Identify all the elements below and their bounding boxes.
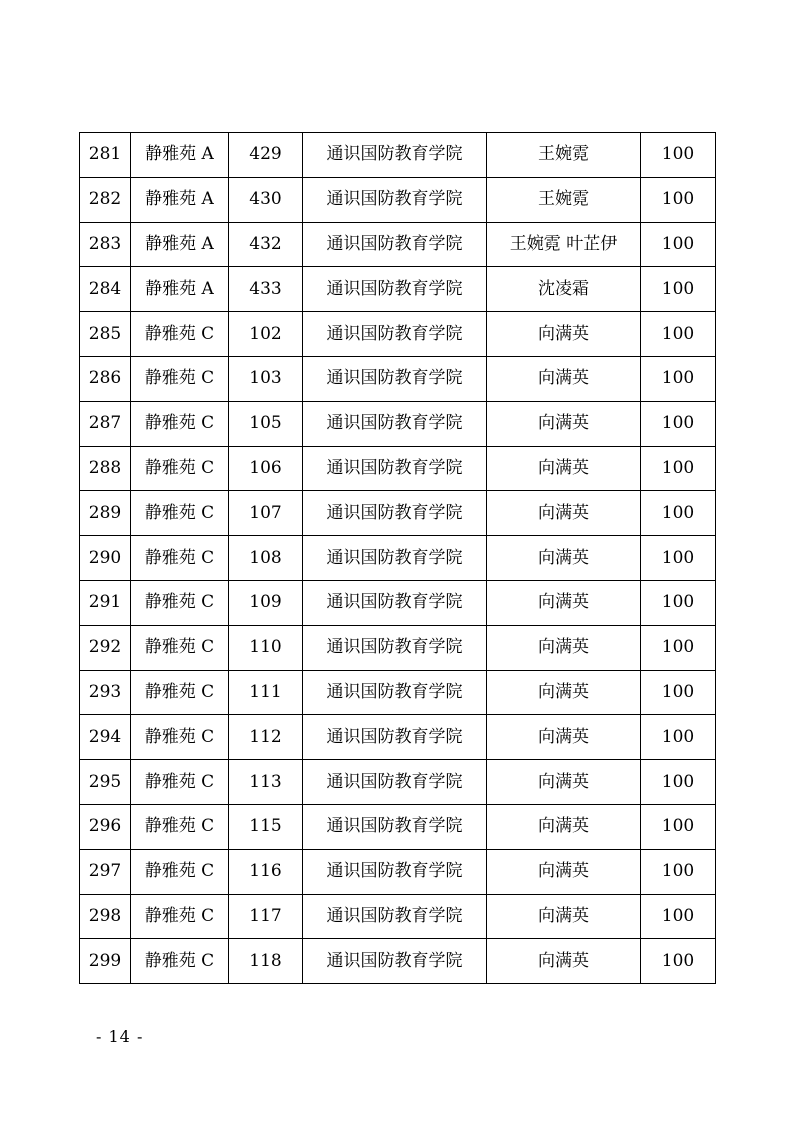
table-row <box>80 894 716 939</box>
room-number-cell: 117 <box>229 894 303 939</box>
college-cell: 通识国防教育学院 <box>303 670 487 715</box>
score-cell: 100 <box>641 491 716 536</box>
row-index-cell: 296 <box>80 804 131 849</box>
dormitory-score-table-container <box>79 132 716 984</box>
college-cell: 通识国防教育学院 <box>303 760 487 805</box>
score-cell: 100 <box>641 939 716 984</box>
responsible-person-cell: 沈凌霜 <box>487 267 641 312</box>
room-number-cell: 113 <box>229 760 303 805</box>
building-cell: 静雅苑 C <box>131 849 229 894</box>
responsible-person-cell: 向满英 <box>487 491 641 536</box>
college-cell: 通识国防教育学院 <box>303 356 487 401</box>
table-row <box>80 312 716 357</box>
table-row <box>80 177 716 222</box>
room-number-cell: 102 <box>229 312 303 357</box>
responsible-person-cell: 向满英 <box>487 894 641 939</box>
table-row <box>80 356 716 401</box>
college-cell: 通识国防教育学院 <box>303 491 487 536</box>
row-index-cell: 299 <box>80 939 131 984</box>
score-cell: 100 <box>641 446 716 491</box>
responsible-person-cell: 向满英 <box>487 580 641 625</box>
table-body <box>80 133 716 984</box>
row-index-cell: 291 <box>80 580 131 625</box>
table-row <box>80 580 716 625</box>
score-cell: 100 <box>641 401 716 446</box>
college-cell: 通识国防教育学院 <box>303 536 487 581</box>
college-cell: 通识国防教育学院 <box>303 133 487 178</box>
row-index-cell: 288 <box>80 446 131 491</box>
score-cell: 100 <box>641 580 716 625</box>
room-number-cell: 433 <box>229 267 303 312</box>
responsible-person-cell: 王婉霓 叶芷伊 <box>487 222 641 267</box>
table-row <box>80 804 716 849</box>
responsible-person-cell: 向满英 <box>487 356 641 401</box>
table-row <box>80 133 716 178</box>
college-cell: 通识国防教育学院 <box>303 804 487 849</box>
row-index-cell: 297 <box>80 849 131 894</box>
room-number-cell: 115 <box>229 804 303 849</box>
responsible-person-cell: 向满英 <box>487 312 641 357</box>
responsible-person-cell: 向满英 <box>487 446 641 491</box>
room-number-cell: 432 <box>229 222 303 267</box>
table-row <box>80 401 716 446</box>
college-cell: 通识国防教育学院 <box>303 446 487 491</box>
row-index-cell: 285 <box>80 312 131 357</box>
row-index-cell: 293 <box>80 670 131 715</box>
responsible-person-cell: 向满英 <box>487 939 641 984</box>
row-index-cell: 287 <box>80 401 131 446</box>
college-cell: 通识国防教育学院 <box>303 312 487 357</box>
room-number-cell: 116 <box>229 849 303 894</box>
responsible-person-cell: 王婉霓 <box>487 133 641 178</box>
building-cell: 静雅苑 A <box>131 267 229 312</box>
building-cell: 静雅苑 C <box>131 536 229 581</box>
score-cell: 100 <box>641 536 716 581</box>
responsible-person-cell: 向满英 <box>487 849 641 894</box>
score-cell: 100 <box>641 312 716 357</box>
responsible-person-cell: 向满英 <box>487 625 641 670</box>
row-index-cell: 284 <box>80 267 131 312</box>
table-row <box>80 625 716 670</box>
dormitory-score-table <box>79 132 716 984</box>
score-cell: 100 <box>641 715 716 760</box>
building-cell: 静雅苑 A <box>131 177 229 222</box>
score-cell: 100 <box>641 222 716 267</box>
room-number-cell: 109 <box>229 580 303 625</box>
table-row <box>80 939 716 984</box>
building-cell: 静雅苑 C <box>131 939 229 984</box>
building-cell: 静雅苑 C <box>131 401 229 446</box>
table-row <box>80 267 716 312</box>
room-number-cell: 118 <box>229 939 303 984</box>
score-cell: 100 <box>641 670 716 715</box>
score-cell: 100 <box>641 894 716 939</box>
college-cell: 通识国防教育学院 <box>303 625 487 670</box>
building-cell: 静雅苑 A <box>131 222 229 267</box>
college-cell: 通识国防教育学院 <box>303 939 487 984</box>
responsible-person-cell: 向满英 <box>487 536 641 581</box>
room-number-cell: 106 <box>229 446 303 491</box>
building-cell: 静雅苑 C <box>131 894 229 939</box>
room-number-cell: 108 <box>229 536 303 581</box>
room-number-cell: 105 <box>229 401 303 446</box>
row-index-cell: 292 <box>80 625 131 670</box>
responsible-person-cell: 向满英 <box>487 760 641 805</box>
score-cell: 100 <box>641 133 716 178</box>
responsible-person-cell: 向满英 <box>487 670 641 715</box>
table-row <box>80 222 716 267</box>
building-cell: 静雅苑 C <box>131 356 229 401</box>
table-row <box>80 446 716 491</box>
room-number-cell: 103 <box>229 356 303 401</box>
row-index-cell: 283 <box>80 222 131 267</box>
room-number-cell: 111 <box>229 670 303 715</box>
row-index-cell: 282 <box>80 177 131 222</box>
row-index-cell: 281 <box>80 133 131 178</box>
row-index-cell: 286 <box>80 356 131 401</box>
score-cell: 100 <box>641 177 716 222</box>
room-number-cell: 110 <box>229 625 303 670</box>
college-cell: 通识国防教育学院 <box>303 267 487 312</box>
row-index-cell: 289 <box>80 491 131 536</box>
room-number-cell: 429 <box>229 133 303 178</box>
college-cell: 通识国防教育学院 <box>303 894 487 939</box>
college-cell: 通识国防教育学院 <box>303 849 487 894</box>
college-cell: 通识国防教育学院 <box>303 715 487 760</box>
table-row <box>80 760 716 805</box>
table-row <box>80 670 716 715</box>
table-row <box>80 536 716 581</box>
score-cell: 100 <box>641 356 716 401</box>
college-cell: 通识国防教育学院 <box>303 401 487 446</box>
responsible-person-cell: 向满英 <box>487 401 641 446</box>
room-number-cell: 430 <box>229 177 303 222</box>
table-row <box>80 715 716 760</box>
college-cell: 通识国防教育学院 <box>303 222 487 267</box>
responsible-person-cell: 向满英 <box>487 804 641 849</box>
row-index-cell: 294 <box>80 715 131 760</box>
building-cell: 静雅苑 C <box>131 804 229 849</box>
table-row <box>80 491 716 536</box>
score-cell: 100 <box>641 760 716 805</box>
building-cell: 静雅苑 C <box>131 670 229 715</box>
college-cell: 通识国防教育学院 <box>303 177 487 222</box>
building-cell: 静雅苑 C <box>131 312 229 357</box>
score-cell: 100 <box>641 267 716 312</box>
building-cell: 静雅苑 C <box>131 580 229 625</box>
responsible-person-cell: 向满英 <box>487 715 641 760</box>
building-cell: 静雅苑 C <box>131 760 229 805</box>
score-cell: 100 <box>641 804 716 849</box>
score-cell: 100 <box>641 849 716 894</box>
table-row <box>80 849 716 894</box>
building-cell: 静雅苑 A <box>131 133 229 178</box>
score-cell: 100 <box>641 625 716 670</box>
row-index-cell: 290 <box>80 536 131 581</box>
room-number-cell: 112 <box>229 715 303 760</box>
page-number: - 14 - <box>96 1027 144 1046</box>
responsible-person-cell: 王婉霓 <box>487 177 641 222</box>
building-cell: 静雅苑 C <box>131 446 229 491</box>
building-cell: 静雅苑 C <box>131 625 229 670</box>
college-cell: 通识国防教育学院 <box>303 580 487 625</box>
building-cell: 静雅苑 C <box>131 491 229 536</box>
building-cell: 静雅苑 C <box>131 715 229 760</box>
row-index-cell: 298 <box>80 894 131 939</box>
room-number-cell: 107 <box>229 491 303 536</box>
row-index-cell: 295 <box>80 760 131 805</box>
